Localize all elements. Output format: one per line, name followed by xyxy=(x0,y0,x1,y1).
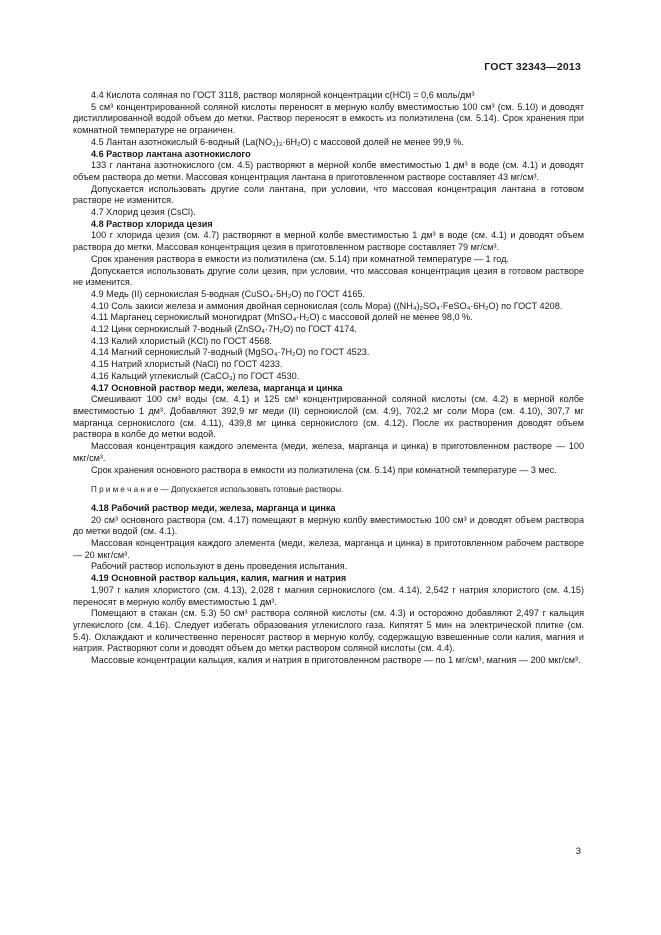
paragraph: Смешивают 100 см³ воды (см. 4.1) и 125 см³ концентрированной соляной кислоты (см. 4.2) в мерной колбе вместимостью 1 дм³. Добавляют 392,9 мг меди (II) сернокислой (см. 4.9), 702,2 мг соли Мора (см. 4.10), 307,7 мг марганца сернокислого (см. 4.11), 439,8 мг цинка сернокислого (см. 4.12). После их растворения доводят объем раствора в колбе до метки водой. xyxy=(73,394,584,440)
paragraph: 4.16 Кальций углекислый (CaCO₃) по ГОСТ 4530. xyxy=(91,370,300,381)
paragraph: 4.11 Марганец сернокислый моногидрат (MnSO₄·H₂O) с массовой долей не менее 98,0 %. xyxy=(91,312,473,323)
document-body xyxy=(73,90,584,667)
paragraph: 4.15 Натрий хлористый (NaCl) по ГОСТ 4233. xyxy=(91,359,283,370)
paragraph: Массовая концентрация каждого элемента (меди, железа, марганца и цинка) в приготовленном рабочем растворе — 20 мкг/см³. xyxy=(73,538,584,560)
standard-header: ГОСТ 32343—2013 xyxy=(484,61,581,73)
paragraph: 4.13 Калий хлористый (KCl) по ГОСТ 4568. xyxy=(91,335,272,346)
paragraph: 4.9 Медь (II) сернокислая 5-водная (CuSO₄·5H₂O) по ГОСТ 4165. xyxy=(91,288,365,299)
section-heading: 4.8 Раствор хлорида цезия xyxy=(91,218,213,229)
paragraph: 133 г лантана азотнокислого (см. 4.5) растворяют в мерной колбе вместимостью 1 дм³ в воде (см. 4.1) и доводят объем раствора до метки. Массовая концентрация лантана в приготовленном растворе составляет 43 мг/см³. xyxy=(73,160,584,182)
paragraph: 4.4 Кислота соляная по ГОСТ 3118, раствор молярной концентрации с(HCl) = 0,6 моль/дм³ xyxy=(91,90,475,100)
paragraph: Массовые концентрации кальция, калия и натрия в приготовленном растворе — по 1 мг/см³, магния — 200 мкг/см³. xyxy=(91,655,581,666)
paragraph: Помещают в стакан (см. 5.3) 50 см³ раствора соляной кислоты (см. 4.3) и осторожно добавляют 2,497 г кальция углекислого (см. 4.16). Следует избегать образования углекислого газа. Кипятят 5 мин на электрической плитке (см. 5.4). Охлаждают и количественно переносят раствор в мерную колбу, содержащую взвешенные соли калия, магния и натрия. Растворяют соли и доводят объем до метки раствором соляной кислоты (см. 4.4). xyxy=(73,608,584,654)
page-number: 3 xyxy=(575,846,581,857)
paragraph: 100 г хлорида цезия (см. 4.7) растворяют в мерной колбе вместимостью 1 дм³ в воде (см. 4.1) и доводят объем раствора до метки. Массовая концентрация цезия в приготовленном растворе составляет 79 мг/см³. xyxy=(73,230,584,253)
paragraph: 1,907 г калия хлористого (см. 4.13), 2,028 г магния сернокислого (см. 4.14), 2,542 г натрия хлористого (см. 4.15) переносят в мерную колбу вместимостью 1 дм³. xyxy=(73,584,584,607)
paragraph: Допускается использовать другие соли лантана, при условии, что массовая концентрация лантана в готовом растворе не изменится. xyxy=(73,183,584,206)
paragraph: 5 см³ концентрированной соляной кислоты переносят в мерную колбу вместимостью 100 см³ (см. 5.10) и доводят дистиллированной водой объем до метки. Раствор переносят в емкость из полиэтилена (см. 5.14). Срок хранения при комнатной температуре не ограничен. xyxy=(73,101,584,136)
section-heading: 4.6 Раствор лантана азотнокислого xyxy=(91,148,251,159)
paragraph: Рабочий раствор используют в день проведения испытания. xyxy=(91,561,348,572)
paragraph: 4.10 Соль закиси железа и аммония двойная сернокислая (соль Мора) ((NH₄)₂SO₄·FeSO₄·6H₂O) по ГОСТ 4208. xyxy=(91,300,563,311)
paragraph: 4.14 Магний сернокислый 7-водный (MgSO₄·7H₂O) по ГОСТ 4523. xyxy=(91,347,370,358)
paragraph: Срок хранения основного раствора в емкости из полиэтилена (см. 5.14) при комнатной температуре — 3 мес. xyxy=(91,464,557,475)
paragraph: 20 см³ основного раствора (см. 4.17) помещают в мерную колбу вместимостью 100 см³ и доводят объем раствора до метки водой (см. 4.1). xyxy=(73,514,584,537)
section-heading: 4.18 Рабочий раствор меди, железа, марганца и цинка xyxy=(91,502,336,513)
paragraph: Допускается использовать другие соли цезия, при условии, что массовая концентрация цезия в готовом растворе не изменится. xyxy=(73,265,584,288)
section-heading: 4.17 Основной раствор меди, железа, марганца и цинка xyxy=(91,382,343,393)
section-heading: 4.19 Основной раствор кальция, калия, магния и натрия xyxy=(91,573,347,584)
note: П р и м е ч а н и е — Допускается использовать готовые растворы. xyxy=(91,485,344,495)
paragraph: Срок хранения раствора в емкости из полиэтилена (см. 5.14) при комнатной температуре — 1 год. xyxy=(91,253,509,264)
paragraph: 4.5 Лантан азотнокислый 6-водный (La(NO₃)₃·6H₂O) с массовой долей не менее 99,9 %. xyxy=(91,136,464,147)
paragraph: 4.7 Хлорид цезия (CsCl). xyxy=(91,207,196,218)
paragraph: 4.12 Цинк сернокислый 7-водный (ZnSO₄·7H₂O) по ГОСТ 4174. xyxy=(91,324,357,335)
paragraph: Массовая концентрация каждого элемента (меди, железа, марганца и цинка) в приготовленном растворе — 100 мкг/см³. xyxy=(73,441,584,463)
